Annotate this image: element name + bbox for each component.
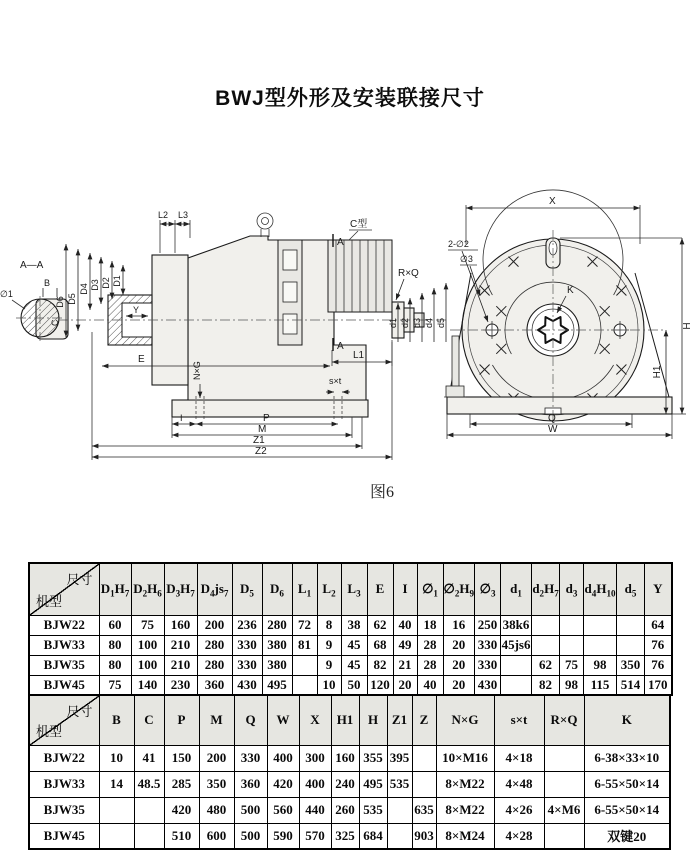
row-model: BJW33 xyxy=(29,771,99,797)
label-d3: D3 xyxy=(90,279,100,291)
label-a-top: A xyxy=(337,237,344,248)
table-cell: 28 xyxy=(417,635,443,655)
column-header: K xyxy=(584,695,670,745)
table-cell xyxy=(560,635,584,655)
table-cell: 380 xyxy=(262,655,292,675)
table-cell: 72 xyxy=(292,615,317,635)
table-cell: 80 xyxy=(99,655,131,675)
table-cell xyxy=(544,823,584,849)
table-cell xyxy=(412,745,436,771)
table-row xyxy=(29,655,672,675)
column-header: $D_4js_7$ xyxy=(197,563,232,615)
table-cell xyxy=(501,655,532,675)
anchor-bolt-icon xyxy=(444,336,466,397)
row-model: BJW45 xyxy=(29,675,99,695)
table-cell: 480 xyxy=(199,797,234,823)
table-cell: 62 xyxy=(532,655,560,675)
table-cell: 330 xyxy=(232,635,262,655)
table-cell: 500 xyxy=(234,823,267,849)
table-cell: 16 xyxy=(443,615,475,635)
label-sd2: d2 xyxy=(400,317,410,328)
table-cell: 535 xyxy=(387,771,412,797)
table-cell: 495 xyxy=(359,771,387,797)
column-header: $L_2$ xyxy=(317,563,341,615)
table-cell: 160 xyxy=(331,745,359,771)
table-cell: 285 xyxy=(164,771,199,797)
table-cell: 420 xyxy=(164,797,199,823)
column-header: $d_3$ xyxy=(560,563,584,615)
corner-label-model: 机型 xyxy=(36,723,63,739)
label-c-type: C型 xyxy=(350,219,368,230)
table-cell: 20 xyxy=(443,655,475,675)
label-phi3: ∅3 xyxy=(460,254,473,264)
row-model: BJW45 xyxy=(29,823,99,849)
column-header: $d_2H_7$ xyxy=(532,563,560,615)
table-cell: 45 xyxy=(341,635,367,655)
table-cell xyxy=(99,823,134,849)
table-cell xyxy=(292,675,317,695)
table-cell: 80 xyxy=(99,635,131,655)
table-cell: 82 xyxy=(532,675,560,695)
label-i: I xyxy=(180,413,183,423)
column-header: $D_3H_7$ xyxy=(164,563,197,615)
label-two-phi2: 2-∅2 xyxy=(448,239,469,249)
table-cell: 280 xyxy=(197,655,232,675)
column-header: $d_5$ xyxy=(617,563,645,615)
table-cell: 200 xyxy=(199,745,234,771)
column-header: Y xyxy=(645,563,672,615)
table-cell: 10×M16 xyxy=(436,745,494,771)
table-cell: 514 xyxy=(617,675,645,695)
table-cell: 300 xyxy=(299,745,331,771)
table-cell: 98 xyxy=(584,655,617,675)
column-header: $\emptyset_1$ xyxy=(417,563,443,615)
table-cell: 49 xyxy=(393,635,417,655)
table-cell: 360 xyxy=(234,771,267,797)
corner-label-size: 尺寸 xyxy=(66,572,93,587)
side-view xyxy=(58,213,448,417)
label-section-aa: A—A xyxy=(20,260,44,271)
table-cell: 430 xyxy=(475,675,501,695)
table-cell: 350 xyxy=(199,771,234,797)
table-cell: 420 xyxy=(267,771,299,797)
table-cell: 6-38×33×10 xyxy=(584,745,670,771)
table-cell: 325 xyxy=(331,823,359,849)
table-cell: 38 xyxy=(341,615,367,635)
table-cell xyxy=(387,823,412,849)
label-w: W xyxy=(548,424,558,435)
table-cell: 280 xyxy=(197,635,232,655)
table-cell: 4×26 xyxy=(494,797,544,823)
row-model: BJW35 xyxy=(29,797,99,823)
dimensions-table-2 xyxy=(28,694,671,850)
table-cell: 250 xyxy=(475,615,501,635)
label-d4: D4 xyxy=(79,283,89,295)
table-cell: 903 xyxy=(412,823,436,849)
label-d2: D2 xyxy=(101,277,111,289)
table-cell: 18 xyxy=(417,615,443,635)
front-view xyxy=(444,190,672,422)
table-cell: 115 xyxy=(584,675,617,695)
corner-label-model: 机型 xyxy=(36,593,63,609)
table-cell: 8×M22 xyxy=(436,797,494,823)
table-cell: 20 xyxy=(393,675,417,695)
table-cell xyxy=(292,655,317,675)
corner-header xyxy=(29,563,99,615)
table-cell: 75 xyxy=(560,655,584,675)
table-cell: 230 xyxy=(164,675,197,695)
column-header: $d_1$ xyxy=(501,563,532,615)
table-cell: 330 xyxy=(232,655,262,675)
column-header: R×Q xyxy=(544,695,584,745)
label-h1: H1 xyxy=(652,365,663,379)
table-cell: 380 xyxy=(262,635,292,655)
table-cell: 62 xyxy=(367,615,393,635)
corner-header xyxy=(29,695,99,745)
table-cell: 98 xyxy=(560,675,584,695)
table-cell: 570 xyxy=(299,823,331,849)
table-cell: 10 xyxy=(317,675,341,695)
table-cell: 8 xyxy=(317,615,341,635)
table-cell: 684 xyxy=(359,823,387,849)
corner-label-size: 尺寸 xyxy=(66,704,93,719)
table-cell xyxy=(544,771,584,797)
table-cell: 495 xyxy=(262,675,292,695)
table-cell: 400 xyxy=(299,771,331,797)
column-header: I xyxy=(393,563,417,615)
table-cell: 140 xyxy=(131,675,164,695)
label-sd5: d5 xyxy=(436,317,446,328)
table-cell: 38k6 xyxy=(501,615,532,635)
table-cell: 600 xyxy=(199,823,234,849)
row-model: BJW35 xyxy=(29,655,99,675)
table-cell: 260 xyxy=(331,797,359,823)
table-cell: 560 xyxy=(267,797,299,823)
table-cell: 330 xyxy=(234,745,267,771)
label-d5: D5 xyxy=(67,293,77,305)
table-cell xyxy=(99,797,134,823)
column-header: M xyxy=(199,695,234,745)
table-cell: 330 xyxy=(475,635,501,655)
table-cell: 40 xyxy=(393,615,417,635)
table-cell: 60 xyxy=(99,615,131,635)
table-cell: 6-55×50×14 xyxy=(584,771,670,797)
label-h: H xyxy=(682,322,693,330)
table-cell: 76 xyxy=(645,635,672,655)
table-cell: 45js6 xyxy=(501,635,532,655)
table-cell: 10 xyxy=(99,745,134,771)
column-header: P xyxy=(164,695,199,745)
table-row xyxy=(29,745,670,771)
column-header: C xyxy=(134,695,164,745)
column-header: E xyxy=(367,563,393,615)
eye-bolt-icon xyxy=(257,213,273,237)
column-header: Q xyxy=(234,695,267,745)
table-cell: 236 xyxy=(232,615,262,635)
label-x: X xyxy=(549,196,556,207)
table-cell: 21 xyxy=(393,655,417,675)
column-header: $d_4H_{10}$ xyxy=(584,563,617,615)
label-sd1: d1 xyxy=(388,317,398,328)
dimensions-table-1 xyxy=(28,562,673,696)
column-header: B xyxy=(99,695,134,745)
table-cell: 75 xyxy=(99,675,131,695)
table-cell: 355 xyxy=(359,745,387,771)
column-header: H xyxy=(359,695,387,745)
row-model: BJW33 xyxy=(29,635,99,655)
label-k: K xyxy=(567,285,574,296)
table-cell: 9 xyxy=(317,635,341,655)
table-cell: 280 xyxy=(262,615,292,635)
table-row xyxy=(29,771,670,797)
table-cell: 48.5 xyxy=(134,771,164,797)
label-l3: L3 xyxy=(178,210,189,220)
table-cell xyxy=(501,675,532,695)
table-cell: 100 xyxy=(131,635,164,655)
table-cell: 4×M6 xyxy=(544,797,584,823)
table-cell: 400 xyxy=(267,745,299,771)
column-header: Z1 xyxy=(387,695,412,745)
table-cell: 双键20 xyxy=(584,823,670,849)
table-cell: 360 xyxy=(197,675,232,695)
table-cell: 4×28 xyxy=(494,823,544,849)
column-header: $L_1$ xyxy=(292,563,317,615)
label-z1: Z1 xyxy=(253,435,265,446)
label-e: E xyxy=(138,354,145,365)
column-header: $D_6$ xyxy=(262,563,292,615)
table-cell: 590 xyxy=(267,823,299,849)
label-sd4: d4 xyxy=(424,317,434,328)
pulley-c-type xyxy=(328,240,392,312)
row-model: BJW22 xyxy=(29,745,99,771)
table-cell xyxy=(544,745,584,771)
column-header: N×G xyxy=(436,695,494,745)
table-cell: 81 xyxy=(292,635,317,655)
label-p: P xyxy=(263,413,270,424)
table-cell: 8×M24 xyxy=(436,823,494,849)
table-cell: 4×48 xyxy=(494,771,544,797)
table-cell xyxy=(532,615,560,635)
table-cell: 200 xyxy=(197,615,232,635)
column-header: s×t xyxy=(494,695,544,745)
table-cell xyxy=(560,615,584,635)
label-q: Q xyxy=(548,413,556,424)
table-cell: 635 xyxy=(412,797,436,823)
table-cell: 510 xyxy=(164,823,199,849)
column-header: H1 xyxy=(331,695,359,745)
table-cell xyxy=(134,797,164,823)
column-header: $\emptyset_3$ xyxy=(475,563,501,615)
table-cell xyxy=(532,635,560,655)
label-sd3: d3 xyxy=(412,317,422,328)
label-y: Y xyxy=(133,305,140,315)
table-cell xyxy=(617,615,645,635)
technical-drawing xyxy=(0,105,700,515)
table-cell: 210 xyxy=(164,655,197,675)
table-cell: 6-55×50×14 xyxy=(584,797,670,823)
label-d1: D1 xyxy=(112,275,122,287)
label-a-bottom: A xyxy=(337,341,344,352)
table-cell: 68 xyxy=(367,635,393,655)
table-cell: 150 xyxy=(164,745,199,771)
table-cell: 75 xyxy=(131,615,164,635)
table-cell: 82 xyxy=(367,655,393,675)
table-cell: 430 xyxy=(232,675,262,695)
column-header: X xyxy=(299,695,331,745)
label-m: M xyxy=(258,424,267,435)
label-z2: Z2 xyxy=(255,446,267,457)
label-phi1: ∅1 xyxy=(0,289,13,299)
table-cell: 20 xyxy=(443,675,475,695)
label-l2: L2 xyxy=(158,210,169,220)
table-cell: 210 xyxy=(164,635,197,655)
table-cell: 160 xyxy=(164,615,197,635)
table-cell: 350 xyxy=(617,655,645,675)
page-title: BWJ型外形及安装联接尺寸 xyxy=(215,87,485,110)
label-nxg: N×G xyxy=(192,361,202,380)
figure-caption: 图6 xyxy=(370,484,395,501)
table-row xyxy=(29,797,670,823)
label-d6: D6 xyxy=(55,296,65,308)
table-cell xyxy=(617,635,645,655)
table-cell: 535 xyxy=(359,797,387,823)
table-cell xyxy=(134,823,164,849)
table-cell: 14 xyxy=(99,771,134,797)
table-cell: 500 xyxy=(234,797,267,823)
table-row xyxy=(29,675,672,695)
table-cell xyxy=(412,771,436,797)
table-cell xyxy=(387,797,412,823)
dimension-tables xyxy=(28,562,673,850)
table-cell: 240 xyxy=(331,771,359,797)
table-cell: 41 xyxy=(134,745,164,771)
table-row xyxy=(29,823,670,849)
table-cell: 64 xyxy=(645,615,672,635)
column-header: W xyxy=(267,695,299,745)
row-model: BJW22 xyxy=(29,615,99,635)
column-header: $D_5$ xyxy=(232,563,262,615)
table-cell xyxy=(584,615,617,635)
table-cell xyxy=(584,635,617,655)
table-cell: 8×M22 xyxy=(436,771,494,797)
column-header: $D_1H_7$ xyxy=(99,563,131,615)
column-header: Z xyxy=(412,695,436,745)
label-c: C xyxy=(50,319,60,326)
column-header: $D_2H_6$ xyxy=(131,563,164,615)
table-cell: 330 xyxy=(475,655,501,675)
table-cell: 40 xyxy=(417,675,443,695)
label-sxt: s×t xyxy=(329,376,342,386)
label-b: B xyxy=(44,278,51,288)
table-cell: 4×18 xyxy=(494,745,544,771)
table-cell: 120 xyxy=(367,675,393,695)
table-row xyxy=(29,615,672,635)
table-cell: 20 xyxy=(443,635,475,655)
table-cell: 100 xyxy=(131,655,164,675)
label-l1: L1 xyxy=(353,350,365,361)
table-cell: 395 xyxy=(387,745,412,771)
table-cell: 76 xyxy=(645,655,672,675)
table-cell: 440 xyxy=(299,797,331,823)
table-cell: 50 xyxy=(341,675,367,695)
column-header: $L_3$ xyxy=(341,563,367,615)
table-cell: 28 xyxy=(417,655,443,675)
table-cell: 170 xyxy=(645,675,672,695)
table-row xyxy=(29,635,672,655)
column-header: $\emptyset_2H_9$ xyxy=(443,563,475,615)
label-rxq: R×Q xyxy=(398,268,419,279)
table-cell: 45 xyxy=(341,655,367,675)
table-cell: 9 xyxy=(317,655,341,675)
